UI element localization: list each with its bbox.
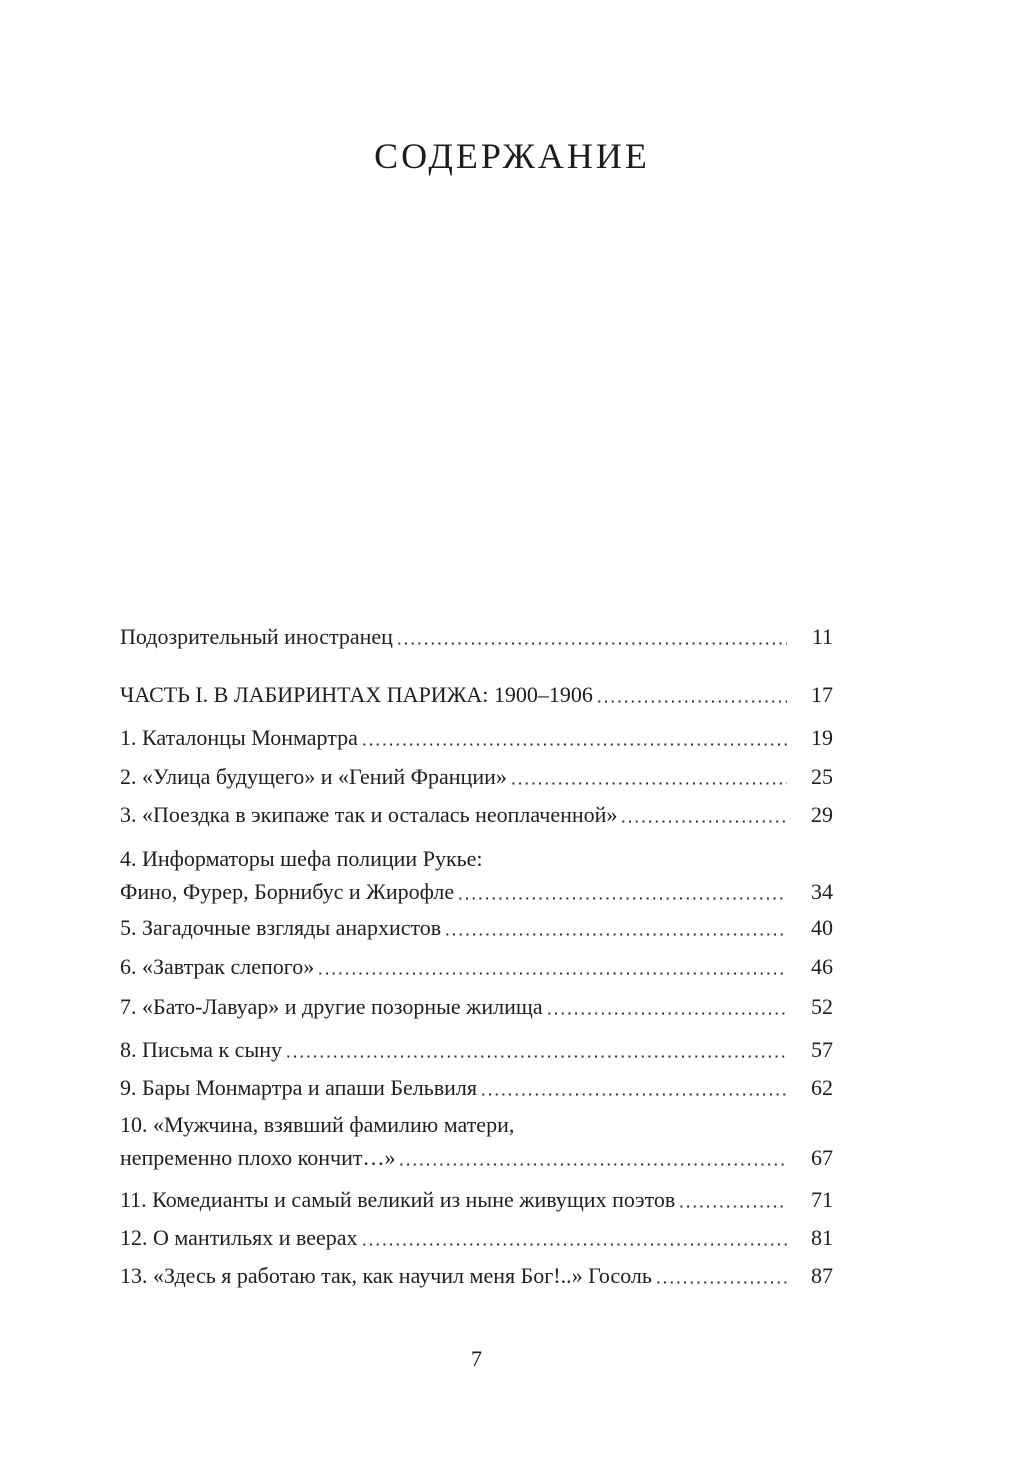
toc-entry-text: 2. «Улица будущего» и «Гений Франции» bbox=[120, 764, 507, 789]
toc-entry bbox=[120, 1183, 833, 1216]
toc-entry-text: 5. Загадочные взгляды анархистов bbox=[120, 915, 442, 940]
dot-leader bbox=[480, 1071, 787, 1104]
toc-entry-text: 12. О мантильях и веерах bbox=[120, 1225, 358, 1250]
dot-leader bbox=[396, 620, 787, 653]
page-number: 62 bbox=[811, 1075, 833, 1100]
toc-entry-line bbox=[120, 1221, 833, 1254]
page-number: 17 bbox=[811, 682, 833, 707]
toc-entry-line bbox=[120, 721, 833, 754]
toc-entry-text: 8. Письма к сыну bbox=[120, 1037, 283, 1062]
toc-entry bbox=[120, 1071, 833, 1104]
dot-leader bbox=[457, 875, 787, 908]
toc-entry-text: 1. Каталонцы Монмартра bbox=[120, 725, 358, 750]
toc-entry bbox=[120, 1221, 833, 1254]
toc-entry-text: 6. «Завтрак слепого» bbox=[120, 954, 315, 979]
toc-entry-text: 7. «Бато-Лавуар» и другие позорные жилища bbox=[120, 994, 543, 1019]
toc-entry-text: 11. Комедианты и самый великий из ныне живущих поэтов bbox=[120, 1187, 676, 1212]
page-number: 52 bbox=[811, 994, 833, 1019]
toc-entry-text: 10. «Мужчина, взявший фамилию матери, bbox=[120, 1112, 515, 1137]
toc-entry bbox=[120, 842, 833, 908]
dot-leader bbox=[285, 1033, 787, 1066]
toc-entry-line bbox=[120, 678, 833, 711]
page-number: 87 bbox=[811, 1263, 833, 1288]
toc-entry-text: ЧАСТЬ I. В ЛАБИРИНТАХ ПАРИЖА: 1900–1906 bbox=[120, 682, 593, 707]
toc-entry bbox=[120, 620, 833, 653]
toc-entry bbox=[120, 1259, 833, 1292]
page-title: СОДЕРЖАНИЕ bbox=[374, 136, 650, 176]
dot-leader bbox=[361, 1221, 787, 1254]
folio-page-number: 7 bbox=[471, 1346, 482, 1371]
dot-leader bbox=[596, 678, 787, 711]
toc-list bbox=[120, 620, 833, 1292]
toc-entry-text: Подозрительный иностранец bbox=[120, 624, 393, 649]
toc-entry bbox=[120, 1108, 833, 1174]
toc-entry-line bbox=[120, 875, 833, 908]
toc-entry bbox=[120, 798, 833, 831]
toc-entry-text: 3. «Поездка в экипаже так и осталась неоплаченной» bbox=[120, 802, 618, 827]
toc-entry-part bbox=[120, 678, 833, 711]
dot-leader bbox=[398, 1141, 787, 1174]
toc-entry-line bbox=[120, 1108, 833, 1141]
toc-entry bbox=[120, 950, 833, 983]
toc-entry-text: непременно плохо кончит…» bbox=[120, 1145, 396, 1170]
toc-entry-line bbox=[120, 1071, 833, 1104]
toc-entry-text: Фино, Фурер, Борнибус и Жирофле bbox=[120, 879, 455, 904]
toc-entry-line bbox=[120, 760, 833, 793]
page-number: 19 bbox=[811, 725, 833, 750]
toc-entry-line bbox=[120, 950, 833, 983]
dot-leader bbox=[620, 798, 787, 831]
page-number: 57 bbox=[811, 1037, 833, 1062]
toc-entry bbox=[120, 990, 833, 1023]
dot-leader bbox=[546, 990, 787, 1023]
page-number: 71 bbox=[811, 1187, 833, 1212]
dot-leader bbox=[678, 1183, 787, 1216]
toc-entry-line bbox=[120, 990, 833, 1023]
page-number: 81 bbox=[811, 1225, 833, 1250]
toc-entry bbox=[120, 1033, 833, 1066]
page-number: 40 bbox=[811, 915, 833, 940]
toc-entry-line bbox=[120, 1259, 833, 1292]
toc-entry bbox=[120, 911, 833, 944]
toc-entry-line bbox=[120, 798, 833, 831]
toc-entry bbox=[120, 760, 833, 793]
toc-entry-line bbox=[120, 842, 833, 875]
toc-entry-line bbox=[120, 620, 833, 653]
dot-leader bbox=[361, 721, 787, 754]
toc-entry-line bbox=[120, 1183, 833, 1216]
toc-entry-text: 4. Информаторы шефа полиции Рукье: bbox=[120, 846, 483, 871]
dot-leader bbox=[655, 1259, 787, 1292]
page-number: 29 bbox=[811, 802, 833, 827]
page-number: 25 bbox=[811, 764, 833, 789]
toc-entry-line bbox=[120, 911, 833, 944]
dot-leader bbox=[317, 950, 787, 983]
toc-entry-line bbox=[120, 1141, 833, 1174]
toc-entry-line bbox=[120, 1033, 833, 1066]
dot-leader bbox=[444, 911, 787, 944]
page-number: 67 bbox=[811, 1145, 833, 1170]
toc-entry-text: 9. Бары Монмартра и апаши Бельвиля bbox=[120, 1075, 478, 1100]
dot-leader bbox=[510, 760, 787, 793]
page-number: 11 bbox=[811, 624, 833, 649]
toc-entry-text: 13. «Здесь я работаю так, как научил меня Бог!..» Госоль bbox=[120, 1263, 652, 1288]
page-number: 34 bbox=[811, 879, 833, 904]
toc-entry bbox=[120, 721, 833, 754]
page-number: 46 bbox=[811, 954, 833, 979]
